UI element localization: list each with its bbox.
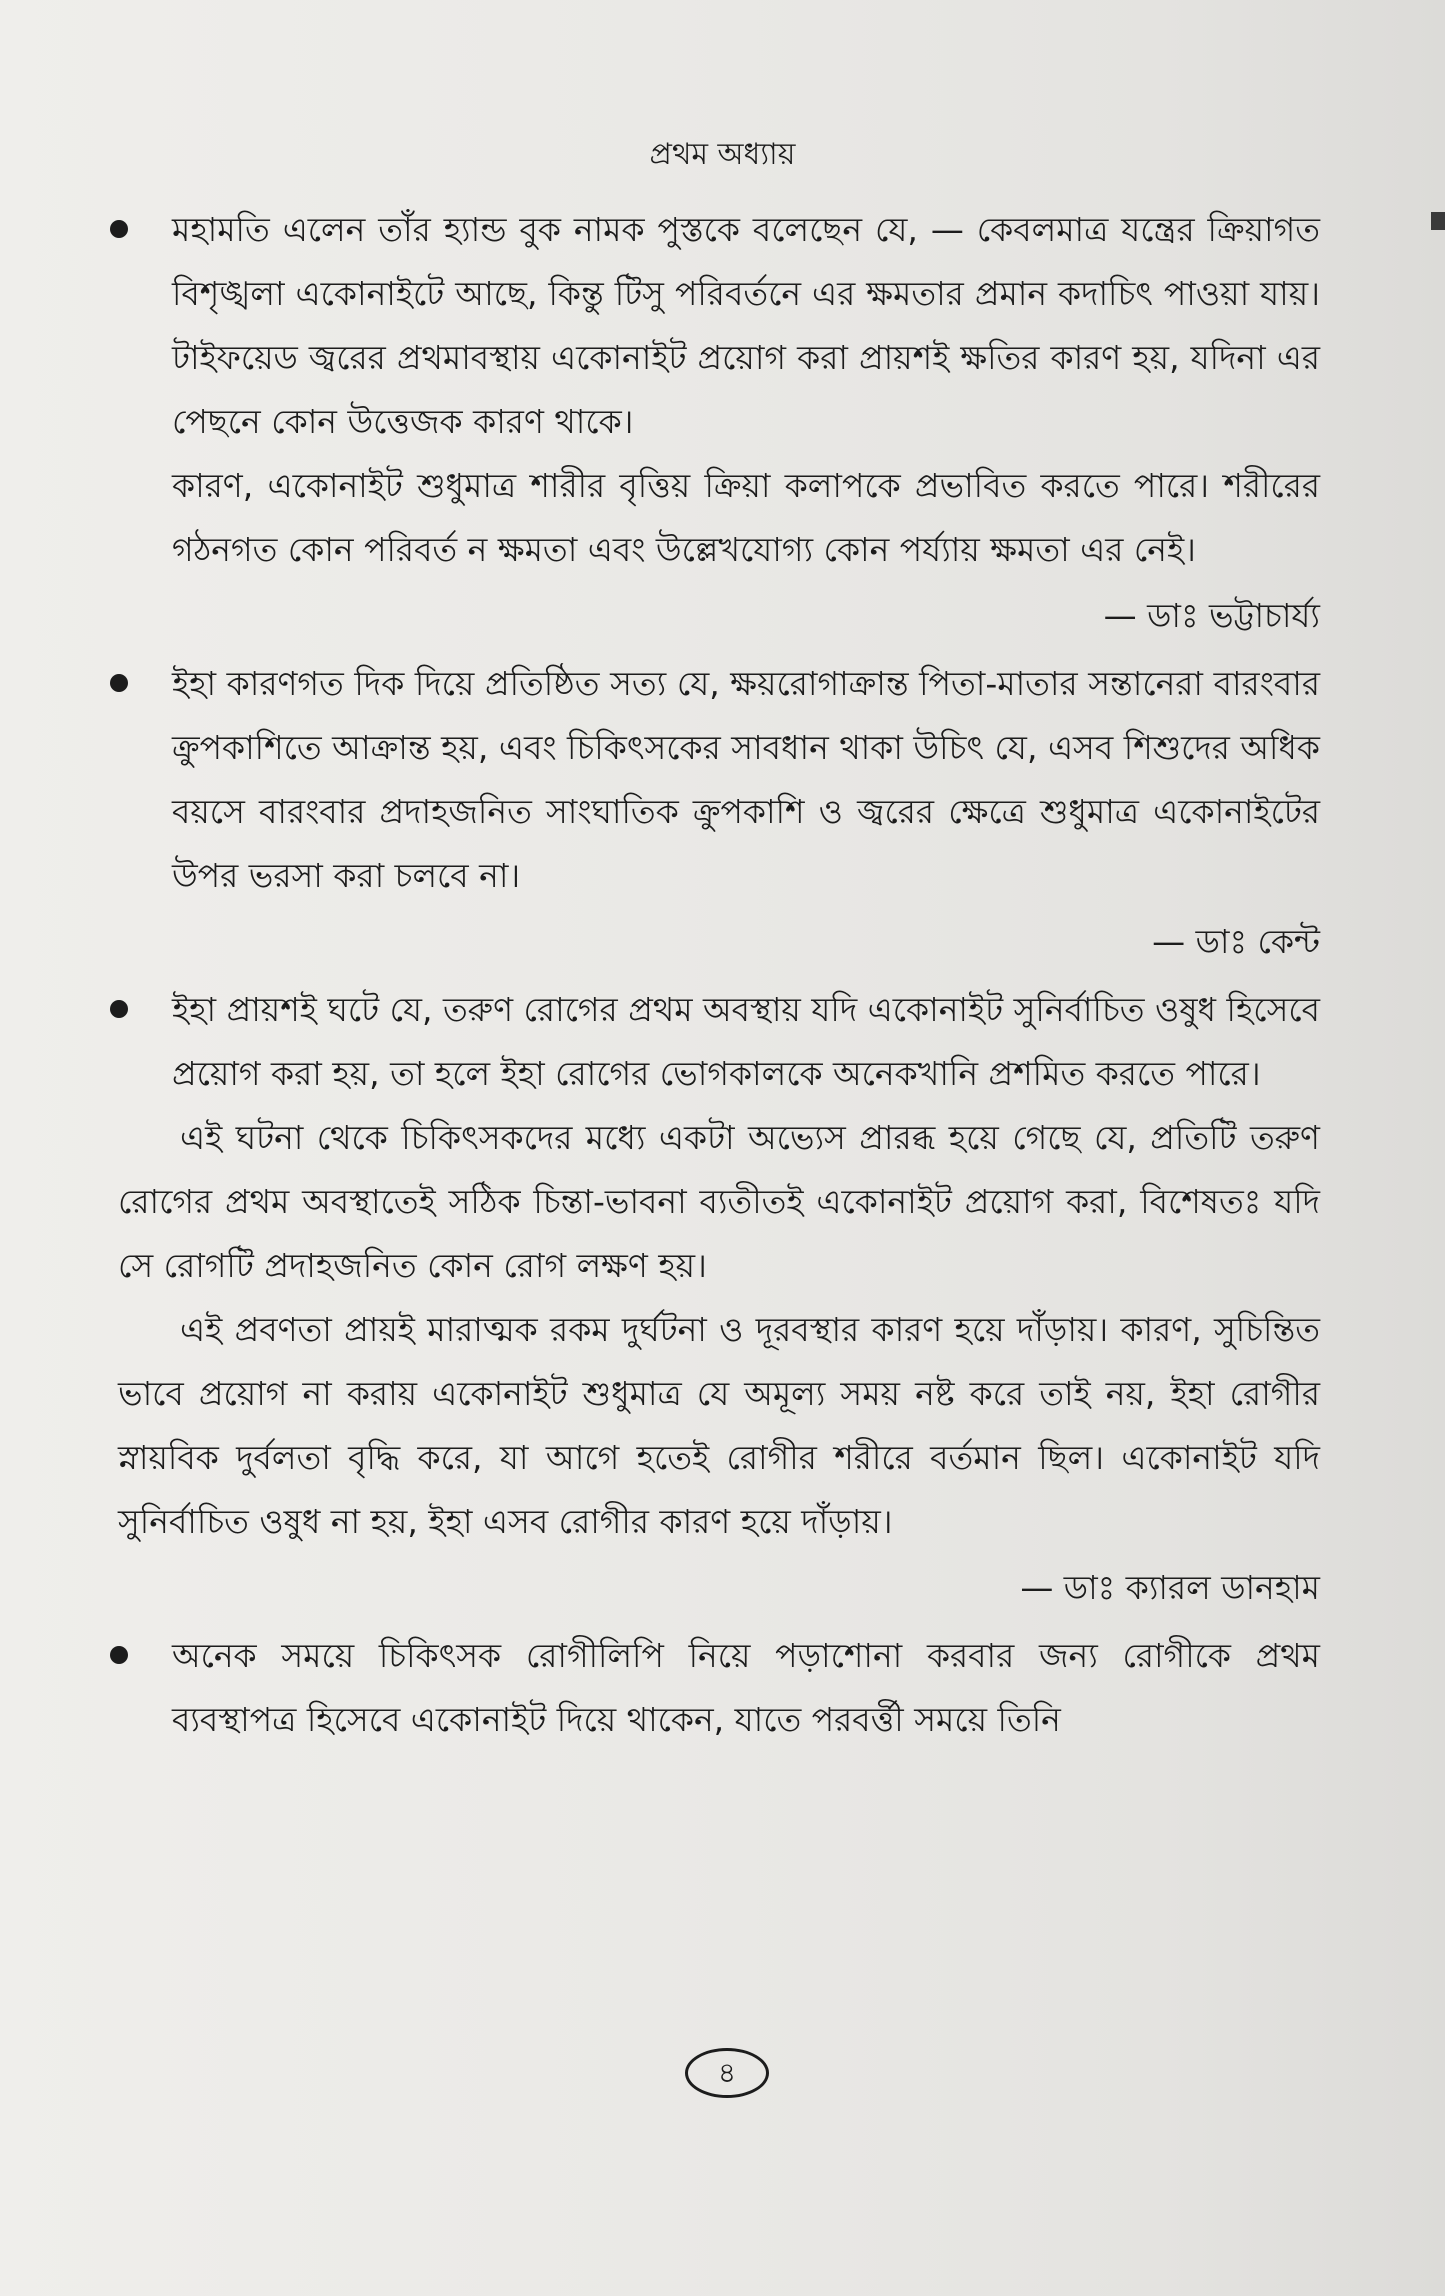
paragraph: ইহা কারণগত দিক দিয়ে প্রতিষ্ঠিত সত্য যে, ক্ষয়রোগাক্রান্ত পিতা-মাতার সন্তানেরা বারংবার ক্রুপকাশিতে আক্রান্ত হয়, এবং চিকিৎসকের সাবধান থাকা উচিৎ যে, এসব শিশুদের অধিক বয়সে বারংবার প্রদাহজনিত সাংঘাতিক ক্রুপকাশি ও জ্বরের ক্ষেত্রে শুধুমাত্র একোনাইটের উপর ভরসা করা চলবে না। (172, 664, 1320, 895)
attribution-dunham: — ডাঃ ক্যারল ডানহাম (1020, 1568, 1320, 1607)
attribution-kent: — ডাঃ কেন্ট (1152, 922, 1320, 961)
paragraph: এই প্রবণতা প্রায়ই মারাত্মক রকম দুর্ঘটনা ও দূরবস্থার কারণ হয়ে দাঁড়ায়। কারণ, সুচিন্তিত ভাবে প্রয়োগ না করায় একোনাইট শুধুমাত্র যে অমূল্য সময় নষ্ট করে তাই নয়, ইহা রোগীর স্নায়বিক দুর্বলতা বৃদ্ধি করে, যা আগে হতেই রোগীর শরীরে বর্তমান ছিল। একোনাইট যদি সুনির্বাচিত ওষুধ না হয়, ইহা এসব রোগীর কারণ হয়ে দাঁড়ায়। (118, 1310, 1320, 1541)
attribution-bhattacharya: — ডাঃ ভট্টাচার্য্য (1103, 596, 1320, 635)
page-content (110, 198, 1320, 1752)
paragraph: ইহা প্রায়শই ঘটে যে, তরুণ রোগের প্রথম অবস্থায় যদি একোনাইট সুনির্বাচিত ওষুধ হিসেবে প্রয়োগ করা হয়, তা হলে ইহা রোগের ভোগকালকে অনেকখানি প্রশমিত করতে পারে। (172, 990, 1320, 1093)
bullet-section-dunham (110, 978, 1320, 1106)
bullet-icon (110, 1000, 128, 1018)
paragraph: কারণ, একোনাইট শুধুমাত্র শারীর বৃত্তিয় ক্রিয়া কলাপকে প্রভাবিত করতে পারে। শরীরের গঠনগত কোন পরিবর্ত ন ক্ষমতা এবং উল্লেখযোগ্য কোন পর্য্যায় ক্ষমতা এর নেই। (172, 466, 1320, 569)
paragraph: অনেক সময়ে চিকিৎসক রোগীলিপি নিয়ে পড়াশোনা করবার জন্য রোগীকে প্রথম ব্যবস্থাপত্র হিসেবে একোনাইট দিয়ে থাকেন, যাতে পরবর্ত্তী সময়ে তিনি (172, 1636, 1320, 1739)
bullet-icon (110, 220, 128, 238)
bullet-section-kent (110, 652, 1320, 908)
chapter-header: প্রথম অধ্যায় (649, 137, 796, 172)
paragraph: মহামতি এলেন তাঁর হ্যান্ড বুক নামক পুস্তকে বলেছেন যে, — কেবলমাত্র যন্ত্রের ক্রিয়াগত বিশৃঙ্খলা একোনাইটে আছে, কিন্তু টিসু পরিবর্তনে এর ক্ষমতার প্রমান কদাচিৎ পাওয়া যায়। টাইফয়েড জ্বরের প্রথমাবস্থায় একোনাইট প্রয়োগ করা প্রায়শই ক্ষতির কারণ হয়, যদিনা এর পেছনে কোন উত্তেজক কারণ থাকে। (172, 210, 1320, 441)
paragraph: এই ঘটনা থেকে চিকিৎসকদের মধ্যে একটা অভ্যেস প্রারব্ধ হয়ে গেছে যে, প্রতিটি তরুণ রোগের প্রথম অবস্থাতেই সঠিক চিন্তা-ভাবনা ব্যতীতই একোনাইট প্রয়োগ করা, বিশেষতঃ যদি সে রোগটি প্রদাহজনিত কোন রোগ লক্ষণ হয়। (118, 1118, 1320, 1285)
bullet-icon (110, 1646, 128, 1664)
bullet-section-allen (110, 198, 1320, 582)
bullet-icon (110, 674, 128, 692)
continuation-text (110, 1106, 1320, 1554)
page-number: ৪ (685, 2048, 769, 2098)
page-edge-mark (1431, 212, 1445, 230)
bullet-section-final (110, 1624, 1320, 1752)
